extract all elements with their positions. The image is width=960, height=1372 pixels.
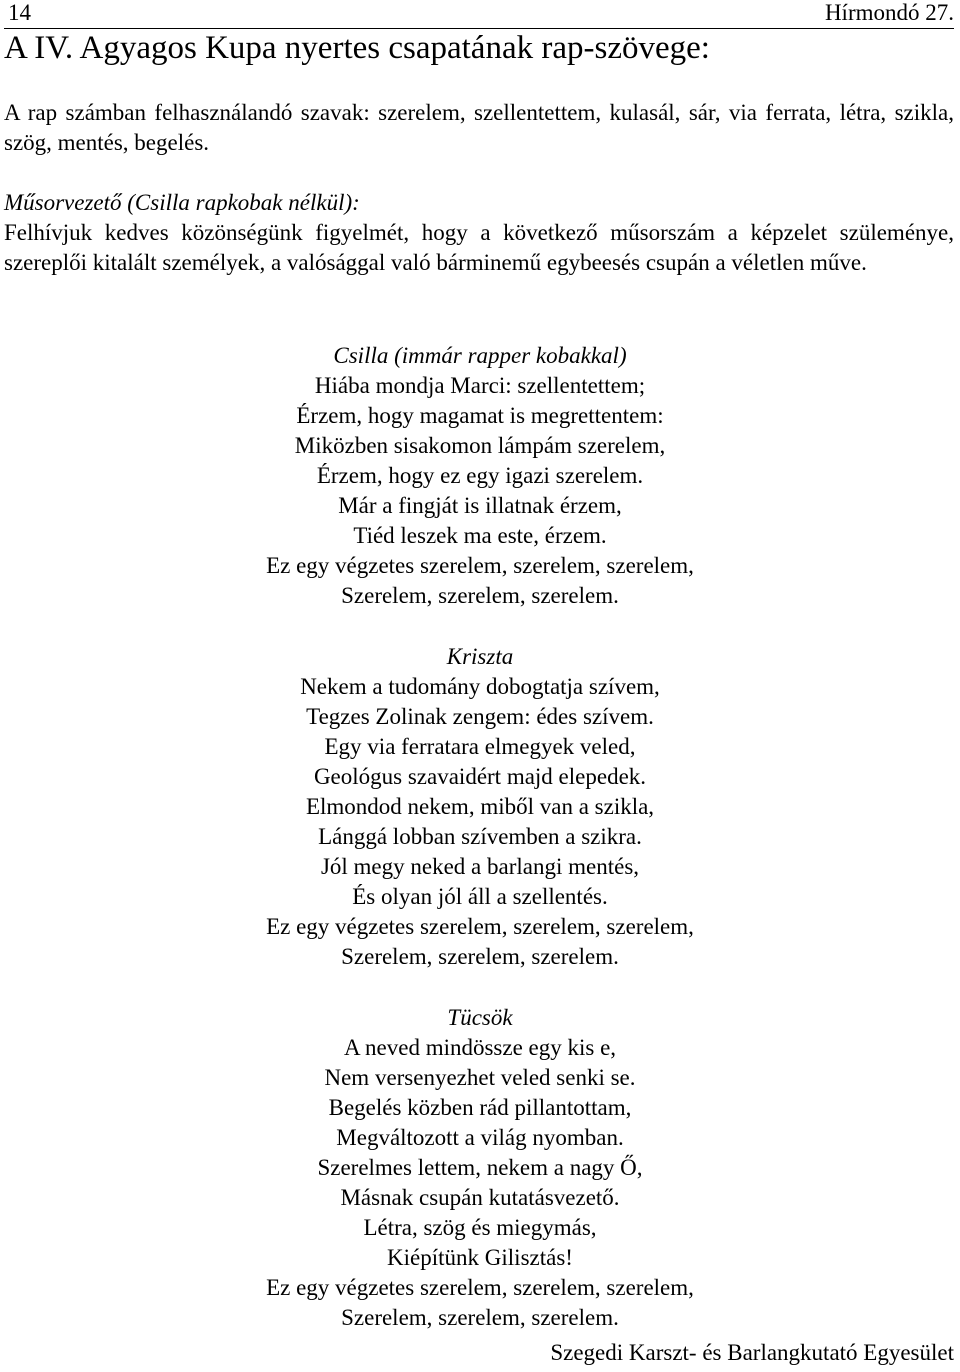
presenter-line: Felhívjuk kedves közönségünk figyelmét, hogy a következő műsorszám a képzelet (4, 220, 828, 245)
verse-line: Ez egy végzetes szerelem, szerelem, szerelem, (266, 914, 694, 939)
verse-line: És olyan jól áll a szellentés. (352, 884, 608, 909)
intro-line: A rap számban felhasználandó szavak: szerelem, szellentettem, kulasál, sár, via ferrata, (4, 100, 832, 125)
intro-line: létra, szikla, szög, mentés, begelés. (4, 100, 954, 155)
verse-line: Hiába mondja Marci: szellentettem; (314, 373, 646, 398)
verse-line: Begelés közben rád pillantottam, (328, 1095, 632, 1120)
speaker-label: Kriszta (446, 644, 514, 669)
page-title: A IV. Agyagos Kupa nyertes csapatának rap-szövege: (4, 30, 710, 66)
verse-line: Lánggá lobban szívemben a szikra. (318, 824, 642, 849)
presenter-line: a véletlen műve. (715, 250, 867, 275)
verse-line: Ez egy végzetes szerelem, szerelem, szerelem, (266, 553, 694, 578)
verse-line: Szerelmes lettem, nekem a nagy Ő, (317, 1155, 643, 1180)
page-header (4, 0, 954, 29)
verse-line: Érzem, hogy magamat is megrettentem: (296, 403, 664, 428)
verse-line: Szerelem, szerelem, szerelem. (341, 1305, 619, 1330)
presenter-paragraph (4, 188, 954, 278)
speaker-label: Tücsök (447, 1005, 513, 1030)
verse-line: Megváltozott a világ nyomban. (336, 1125, 624, 1150)
verse-line: Kiépítünk Gilisztás! (387, 1245, 573, 1270)
verse-line: Tiéd leszek ma este, érzem. (353, 523, 607, 548)
presenter-line: szüleménye, szereplői kitalált személyek, a valósággal való bárminemű egybeesés csupán (4, 220, 954, 275)
verse-line: Jól megy neked a barlangi mentés, (320, 854, 640, 879)
page-footer: Szegedi Karszt- és Barlangkutató Egyesület (550, 1340, 954, 1365)
verse-line: Egy via ferratara elmegyek veled, (324, 734, 636, 759)
speaker-label: Csilla (immár rapper kobakkal) (333, 343, 627, 368)
verse-line: Miközben sisakomon lámpám szerelem, (294, 433, 666, 458)
verse-csilla (0, 341, 960, 611)
verse-line: Geológus szavaidért majd elepedek. (313, 764, 647, 789)
verse-line: Nem versenyezhet veled senki se. (324, 1065, 636, 1090)
verse-line: Szerelem, szerelem, szerelem. (341, 944, 619, 969)
verse-line: Elmondod nekem, miből van a szikla, (305, 794, 655, 819)
verse-line: Már a fingját is illatnak érzem, (338, 493, 622, 518)
verse-line: Másnak csupán kutatásvezető. (340, 1185, 620, 1210)
verse-kriszta (0, 642, 960, 972)
verse-line: Létra, szög és miegymás, (363, 1215, 597, 1240)
verse-line: Szerelem, szerelem, szerelem. (341, 583, 619, 608)
verse-line: Nekem a tudomány dobogtatja szívem, (300, 674, 660, 699)
presenter-label: Műsorvezető (Csilla rapkobak nélkül): (4, 190, 360, 215)
publication-name: Hírmondó 27. (824, 0, 954, 25)
verse-line: Tegzes Zolinak zengem: édes szívem. (306, 704, 654, 729)
verse-line: Ez egy végzetes szerelem, szerelem, szerelem, (266, 1275, 694, 1300)
verse-tucsok (0, 1003, 960, 1333)
verse-line: A neved mindössze egy kis e, (343, 1035, 617, 1060)
intro-paragraph (4, 98, 954, 158)
page-number: 14 (8, 0, 31, 25)
verse-line: Érzem, hogy ez egy igazi szerelem. (316, 463, 644, 488)
